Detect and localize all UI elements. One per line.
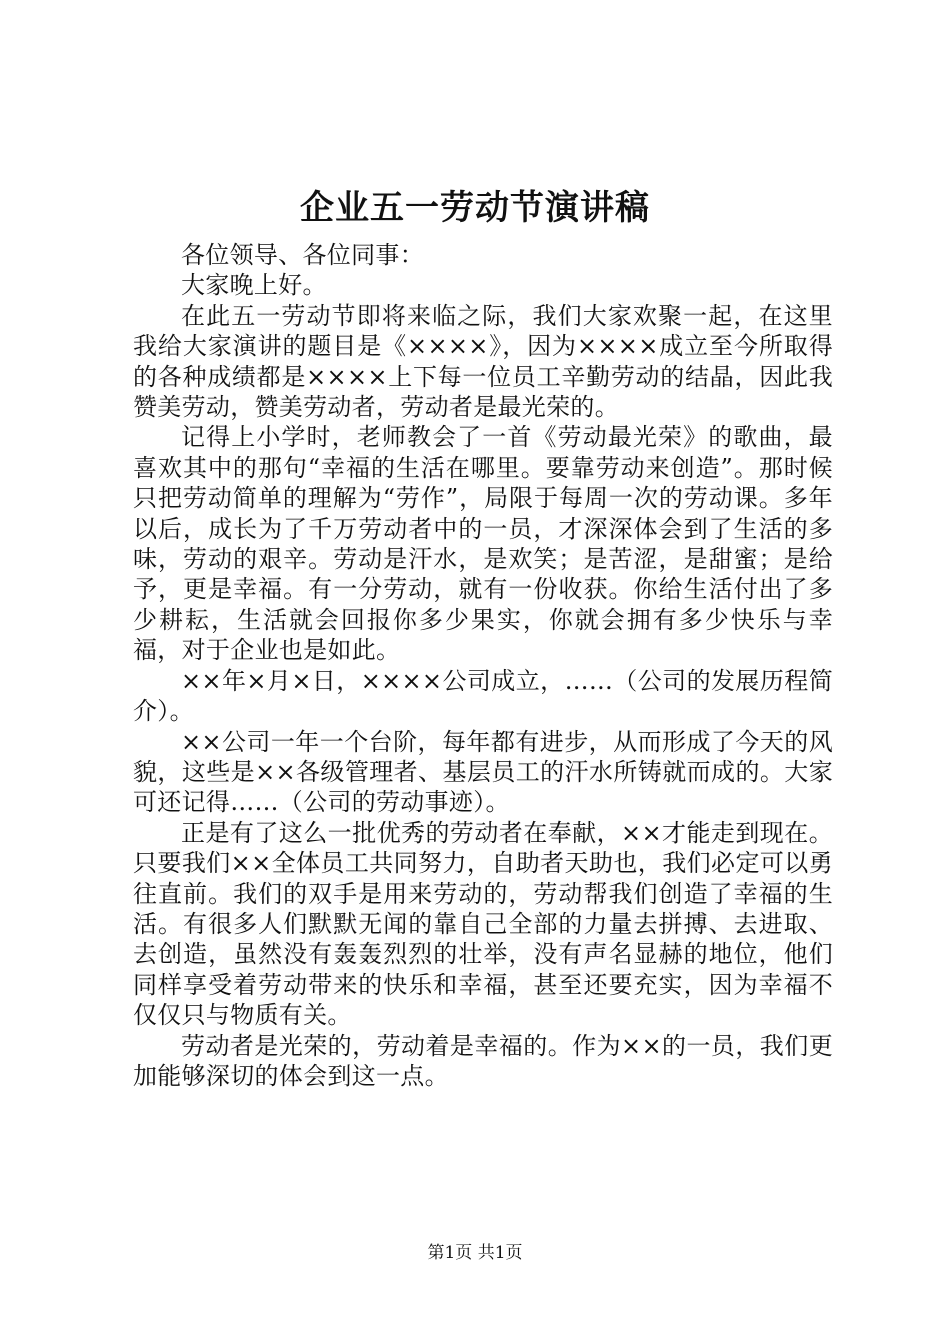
paragraph: ××公司一年一个台阶，每年都有进步，从而形成了今天的风貌，这些是××各级管理者、基层员工的汗水所铸就而成的。大家可还记得……（公司的劳动事迹）。 <box>133 727 833 817</box>
paragraph: 劳动者是光荣的，劳动着是幸福的。作为××的一员，我们更加能够深切的体会到这一点。 <box>133 1031 833 1090</box>
paragraph: 记得上小学时，老师教会了一首《劳动最光荣》的歌曲，最喜欢其中的那句“幸福的生活在哪里。要靠劳动来创造”。那时候只把劳动简单的理解为“劳作”，局限于每周一次的劳动课。多年以后，成长为了千万劳动者中的一员，才深深体会到了生活的多味，劳动的艰辛。劳动是汗水，是欢笑；是苦涩，是甜蜜；是给予，更是幸福。有一分劳动，就有一份收获。你给生活付出了多少耕耘，生活就会回报你多少果实，你就会拥有多少快乐与幸福，对于企业也是如此。 <box>133 423 833 665</box>
salutation: 各位领导、各位同事： <box>181 241 424 269</box>
paragraph: 正是有了这么一批优秀的劳动者在奉献，××才能走到现在。只要我们××全体员工共同努力，自助者天助也，我们必定可以勇往直前。我们的双手是用来劳动的，劳动帮我们创造了幸福的生活。有很多人们默默无闻的靠自己全部的力量去拼搏、去进取、去创造，虽然没有轰轰烈烈的壮举，没有声名显赫的地位，他们同样享受着劳动带来的快乐和幸福，甚至还要充实，因为幸福不仅仅只与物质有关。 <box>133 818 833 1030</box>
paragraph: 在此五一劳动节即将来临之际，我们大家欢聚一起，在这里我给大家演讲的题目是《××××》，因为××××成立至今所取得的各种成绩都是××××上下每一位员工辛勤劳动的结晶，因此我赞美劳动，赞美劳动者，劳动者是最光荣的。 <box>133 301 833 422</box>
paragraph: ××年×月×日，××××公司成立，……（公司的发展历程简介）。 <box>133 666 833 726</box>
greeting: 大家晚上好。 <box>181 271 327 300</box>
page-footer: 第1页 共1页 <box>427 1243 523 1263</box>
document-body <box>133 240 833 1091</box>
document-title: 企业五一劳动节演讲稿 <box>300 188 650 228</box>
